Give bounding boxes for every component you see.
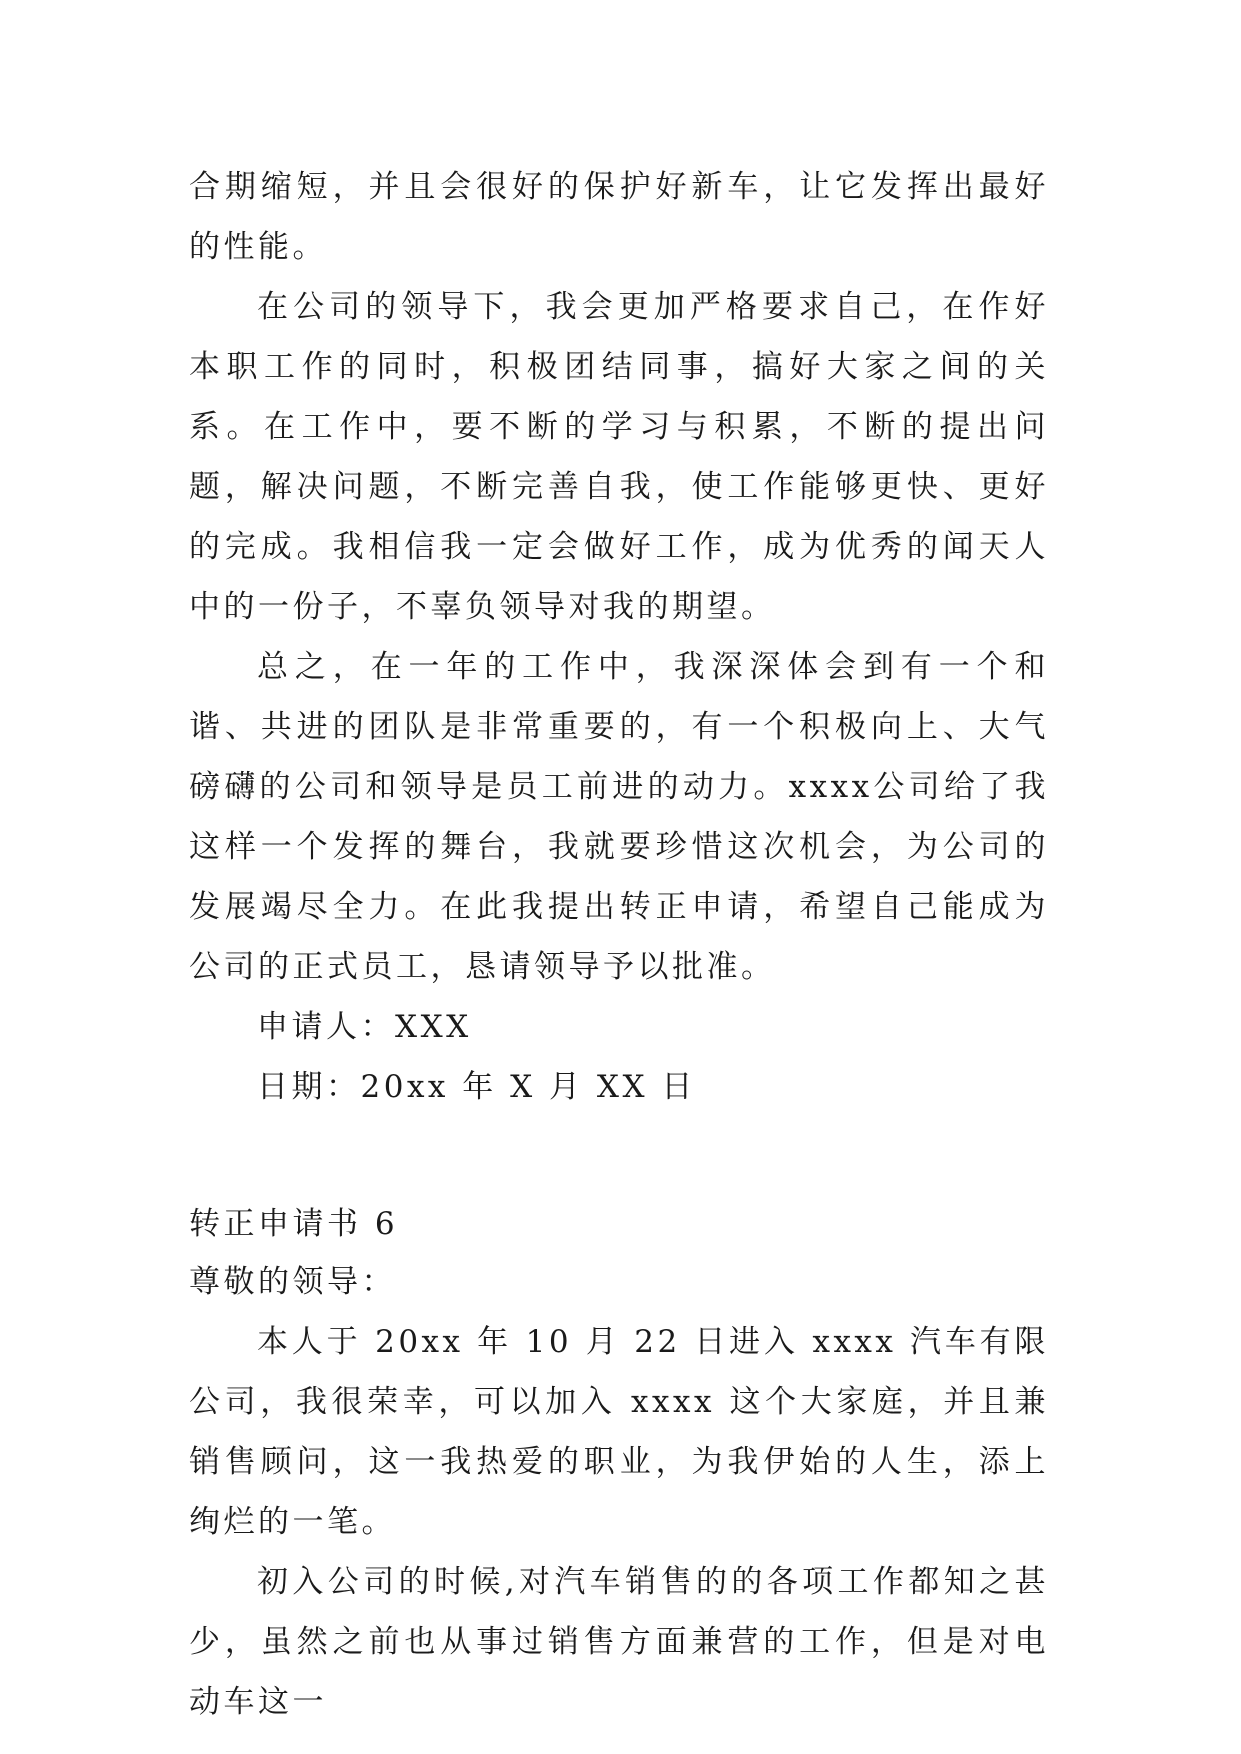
- date-line: 日期：20xx 年 X 月 XX 日: [257, 1069, 696, 1105]
- salutation: 尊敬的领导：: [189, 1264, 396, 1300]
- section-title: 转正申请书 6: [189, 1206, 399, 1242]
- paragraph-beginning: 初入公司的时候,对汽车销售的的各项工作都知之甚少，虽然之前也从事过销售方面兼营的工作，但是对电动车这一: [189, 1564, 1049, 1720]
- applicant-line: 申请人：XXX: [257, 1009, 472, 1045]
- paragraph-continued: 合期缩短，并且会很好的保护好新车，让它发挥出最好的性能。: [189, 169, 1049, 265]
- paragraph-intro: 本人于 20xx 年 10 月 22 日进入 xxxx 汽车有限公司，我很荣幸，可以加入 xxxx 这个大家庭，并且兼销售顾问，这一我热爱的职业，为我伊始的人生，添上绚烂的一笔。: [189, 1324, 1049, 1540]
- paragraph-commitment: 在公司的领导下，我会更加严格要求自己，在作好本职工作的同时，积极团结同事，搞好大家之间的关系。在工作中，要不断的学习与积累，不断的提出问题，解决问题，不断完善自我，使工作能够更快、更好的完成。我相信我一定会做好工作，成为优秀的闻天人中的一份子，不辜负领导对我的期望。: [189, 289, 1049, 625]
- paragraph-conclusion: 总之，在一年的工作中，我深深体会到有一个和谐、共进的团队是非常重要的，有一个积极向上、大气磅礴的公司和领导是员工前进的动力。xxxx公司给了我这样一个发挥的舞台，我就要珍惜这次机会，为公司的发展竭尽全力。在此我提出转正申请，希望自己能成为公司的正式员工，恳请领导予以批准。: [189, 649, 1049, 985]
- document-body: [189, 157, 1049, 1732]
- section-gap: [189, 1117, 1049, 1197]
